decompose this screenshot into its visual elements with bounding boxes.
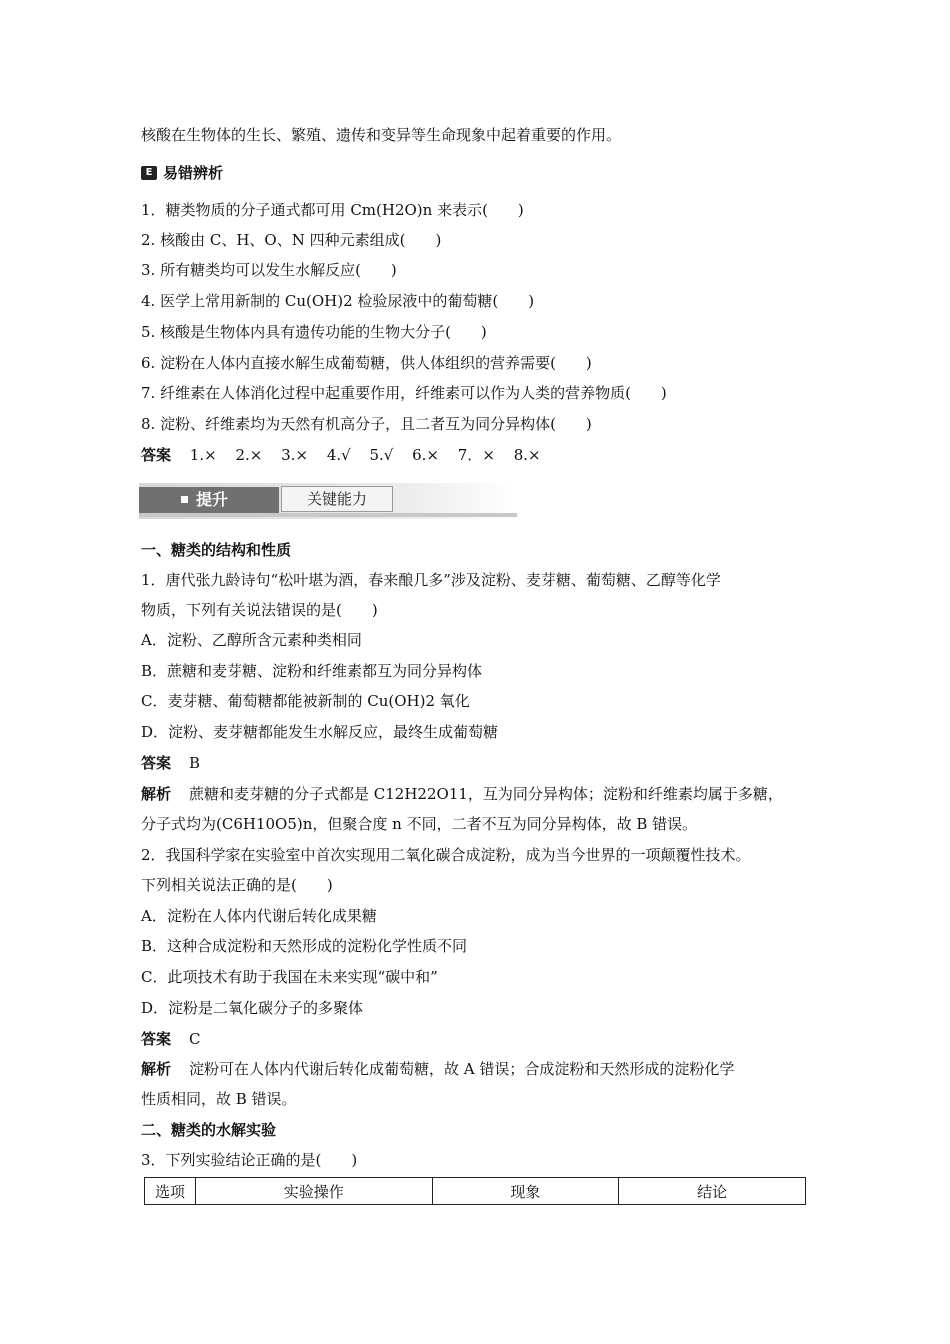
error-item-2: 2. 核酸由 C、H、O、N 四种元素组成( ) (141, 231, 442, 249)
q1-stem-line2: 物质，下列有关说法错误的是( ) (141, 601, 378, 619)
answer-value: 1.× (189, 446, 217, 464)
q2-stem-line1: 2．我国科学家在实验室中首次实现用二氧化碳合成淀粉，成为当今世界的一项颠覆性技术。 (141, 846, 751, 864)
answer-value: C (189, 1030, 201, 1048)
q1-option-d: D．淀粉、麦芽糖都能发生水解反应，最终生成葡萄糖 (141, 723, 499, 741)
banner-underline (139, 513, 517, 517)
answer-value: 3.× (281, 446, 309, 464)
analysis-label: 解析 (141, 785, 172, 803)
answer-value: 5.√ (369, 446, 394, 464)
table-header-row (145, 1178, 806, 1205)
banner-right-label: 关键能力 (281, 486, 393, 512)
intro-paragraph: 核酸在生物体的生长、繁殖、遗传和变异等生命现象中起着重要的作用。 (141, 126, 622, 144)
analysis-label: 解析 (141, 1060, 172, 1078)
answer-value: 6.× (412, 446, 440, 464)
answer-value: 4.√ (326, 446, 351, 464)
error-analysis-title: 易错辨析 (163, 164, 224, 182)
analysis-text: 蔗糖和麦芽糖的分子式都是 C12H22O11，互为同分异构体；淀粉和纤维素均属于多糖， (189, 785, 783, 803)
square-bullet-icon (181, 496, 188, 503)
q2-option-d: D．淀粉是二氧化碳分子的多聚体 (141, 999, 364, 1017)
q2-analysis-line2: 性质相同，故 B 错误。 (141, 1090, 297, 1108)
q3-stem: 3．下列实验结论正确的是( ) (141, 1151, 358, 1169)
q2-option-a: A．淀粉在人体内代谢后转化成果糖 (141, 907, 377, 925)
error-item-7: 7. 纤维素在人体消化过程中起重要作用，纤维素可以作为人类的营养物质( ) (141, 384, 667, 402)
q2-analysis-line1 (141, 1059, 734, 1079)
error-item-8: 8. 淀粉、纤维素均为天然有机高分子，且二者互为同分异构体( ) (141, 415, 592, 433)
error-analysis-heading (141, 163, 223, 183)
part2-heading: 二、糖类的水解实验 (141, 1121, 277, 1139)
answer-label: 答案 (141, 446, 172, 464)
banner-left-label: 提升 (196, 490, 229, 509)
section-banner (139, 483, 517, 519)
part1-heading: 一、糖类的结构和性质 (141, 541, 292, 559)
q1-analysis-line1 (141, 784, 783, 804)
table-header-operation: 实验操作 (195, 1178, 432, 1205)
error-answers (141, 445, 555, 465)
error-item-5: 5. 核酸是生物体内具有遗传功能的生物大分子( ) (141, 323, 487, 341)
q2-option-b: B．这种合成淀粉和天然形成的淀粉化学性质不同 (141, 937, 468, 955)
answer-value: 8.× (513, 446, 541, 464)
table-header-conclusion: 结论 (619, 1178, 806, 1205)
table-header-phenomenon: 现象 (432, 1178, 619, 1205)
answer-value: B (189, 754, 201, 772)
section-marker-icon: E (141, 166, 157, 180)
error-item-6: 6. 淀粉在人体内直接水解生成葡萄糖，供人体组织的营养需要( ) (141, 354, 592, 372)
table-header-option: 选项 (145, 1178, 196, 1205)
q1-option-c: C．麦芽糖、葡萄糖都能被新制的 Cu(OH)2 氧化 (141, 692, 470, 710)
q1-option-b: B．蔗糖和麦芽糖、淀粉和纤维素都互为同分异构体 (141, 662, 483, 680)
analysis-text: 淀粉可在人体内代谢后转化成葡萄糖，故 A 错误；合成淀粉和天然形成的淀粉化学 (189, 1060, 735, 1078)
q2-answer (141, 1029, 201, 1049)
q1-analysis-line2: 分子式均为(C6H10O5)n，但聚合度 n 不同，二者不互为同分异构体，故 B 错误。 (141, 815, 698, 833)
banner-left (139, 487, 279, 513)
q2-stem-line2: 下列相关说法正确的是( ) (141, 876, 333, 894)
q1-option-a: A．淀粉、乙醇所含元素种类相同 (141, 631, 362, 649)
answer-label: 答案 (141, 754, 172, 772)
error-item-1: 1．糖类物质的分子通式都可用 Cm(H2O)n 来表示( ) (141, 201, 524, 219)
experiment-table (144, 1177, 806, 1205)
q1-answer (141, 753, 200, 773)
q2-option-c: C．此项技术有助于我国在未来实现“碳中和” (141, 968, 438, 986)
q1-stem-line1: 1．唐代张九龄诗句“松叶堪为酒，春来酿几多”涉及淀粉、麦芽糖、葡萄糖、乙醇等化学 (141, 571, 721, 589)
answer-label: 答案 (141, 1030, 172, 1048)
error-item-3: 3. 所有糖类均可以发生水解反应( ) (141, 261, 397, 279)
answer-value: 7．× (457, 446, 495, 464)
answer-value: 2.× (235, 446, 263, 464)
error-item-4: 4. 医学上常用新制的 Cu(OH)2 检验尿液中的葡萄糖( ) (141, 292, 535, 310)
